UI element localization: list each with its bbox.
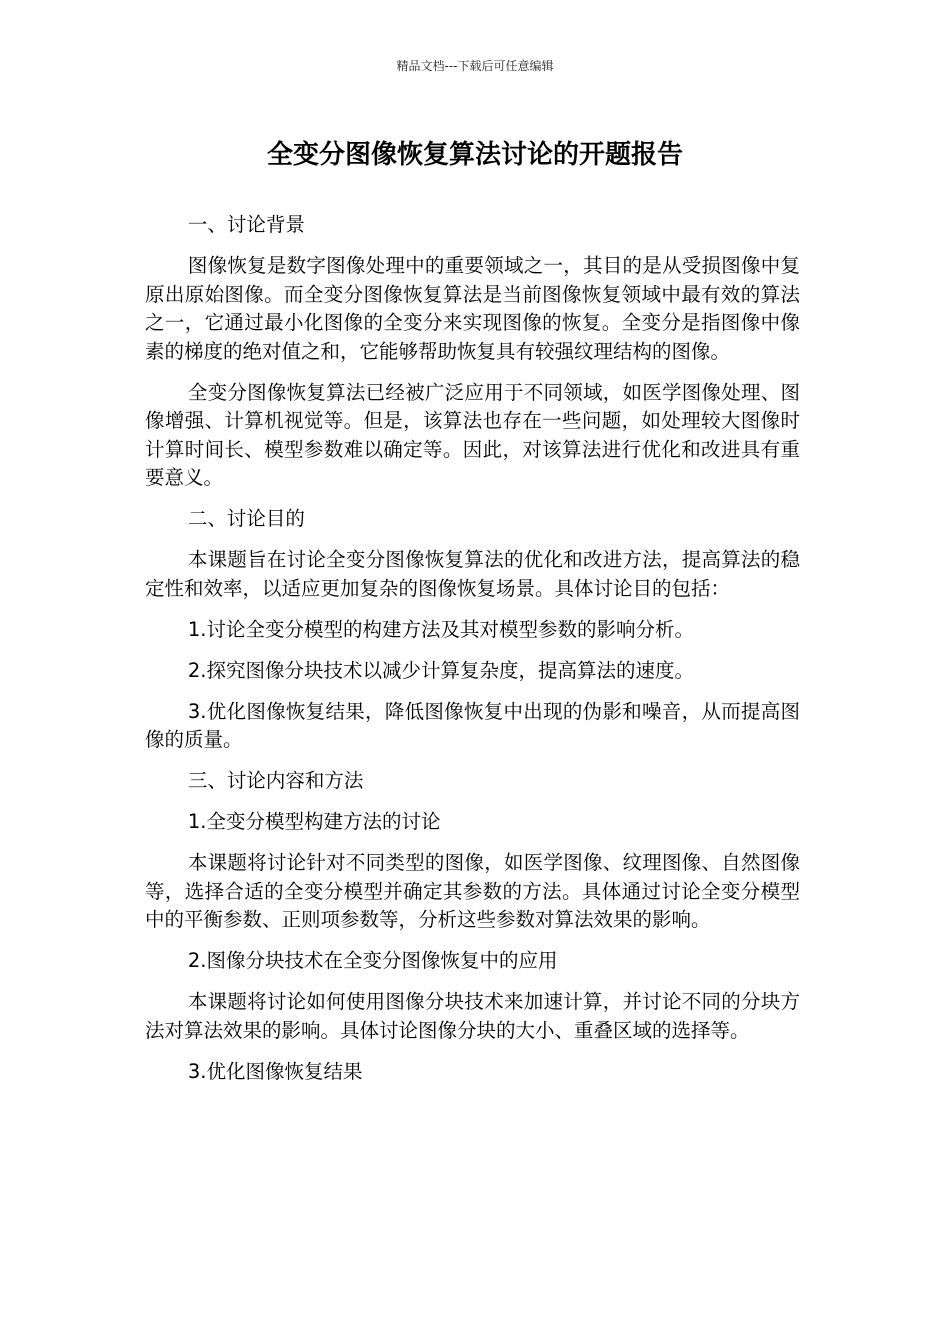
paragraph: 本课题将讨论针对不同类型的图像，如医学图像、纹理图像、自然图像等，选择合适的全变分模型并确定其参数的方法。具体通过讨论全变分模型中的平衡参数、正则项参数等，分析这些参数对算法效果的影响。: [145, 851, 800, 931]
paragraph: 图像恢复是数字图像处理中的重要领域之一，其目的是从受损图像中复原出原始图像。而全变分图像恢复算法是当前图像恢复领域中最有效的算法之一，它通过最小化图像的全变分来实现图像的恢复。全变分是指图像中像素的梯度的绝对值之和，它能够帮助恢复具有较强纹理结构的图像。: [145, 254, 800, 363]
list-item: 1.讨论全变分模型的构建方法及其对模型参数的影响分析。: [187, 617, 694, 641]
section-heading-purpose: 二、讨论目的: [187, 507, 305, 530]
page-header-watermark: 精品文档---下载后可任意编辑: [396, 59, 554, 73]
section-heading-content-methods: 三、讨论内容和方法: [187, 769, 364, 792]
subsection-heading: 2.图像分块技术在全变分图像恢复中的应用: [187, 949, 558, 972]
subsection-heading: 1.全变分模型构建方法的讨论: [187, 810, 441, 833]
paragraph: 本课题旨在讨论全变分图像恢复算法的优化和改进方法，提高算法的稳定性和效率，以适应更加复杂的图像恢复场景。具体讨论目的包括：: [145, 548, 800, 600]
document-body: [145, 211, 800, 1099]
document-title: 全变分图像恢复算法讨论的开题报告: [266, 140, 683, 170]
subsection-heading: 3.优化图像恢复结果: [187, 1059, 363, 1083]
paragraph: 全变分图像恢复算法已经被广泛应用于不同领域，如医学图像处理、图像增强、计算机视觉等。但是，该算法也存在一些问题，如处理较大图像时计算时间长、模型参数难以确定等。因此，对该算法进行优化和改进具有重要意义。: [145, 380, 800, 489]
list-item: 2.探究图像分块技术以减少计算复杂度，提高算法的速度。: [187, 658, 694, 682]
list-item: 3.优化图像恢复结果，降低图像恢复中出现的伪影和噪音，从而提高图像的质量。: [145, 699, 800, 751]
section-heading-background: 一、讨论背景: [187, 213, 305, 236]
paragraph: 本课题将讨论如何使用图像分块技术来加速计算，并讨论不同的分块方法对算法效果的影响。具体讨论图像分块的大小、重叠区域的选择等。: [145, 990, 800, 1042]
